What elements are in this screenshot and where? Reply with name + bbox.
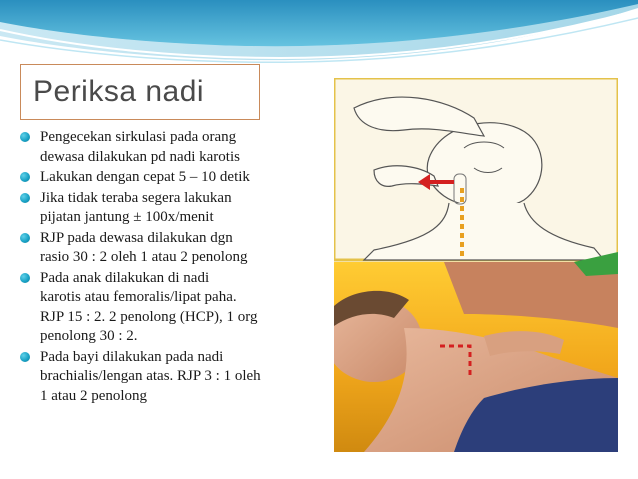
bullet-line: Lakukan dengan cepat 5 – 10 detik bbox=[40, 169, 250, 185]
bullet-line: pijatan jantung ± 100x/menit bbox=[40, 209, 214, 225]
bullet-line: brachialis/lengan atas. RJP 3 : 1 oleh bbox=[40, 368, 261, 384]
line-drawing-panel bbox=[334, 78, 618, 260]
bullet-item bbox=[18, 229, 328, 268]
bullet-line: RJP 15 : 2. 2 penolong (HCP), 1 org bbox=[40, 308, 258, 325]
bullet-dot-icon bbox=[20, 233, 30, 243]
slide-title: Periksa nadi bbox=[33, 75, 205, 108]
bullet-line: rasio 30 : 2 oleh 1 atau 2 penolong bbox=[40, 249, 248, 265]
bullet-line: RJP pada dewasa dilakukan dgn bbox=[40, 229, 233, 246]
bullet-line: Pengecekan sirkulasi pada orang bbox=[40, 129, 237, 145]
bullet-line: Pada anak dilakukan di nadi bbox=[40, 269, 210, 286]
bullet-line: penolong 30 : 2. bbox=[40, 328, 138, 344]
bullet-item bbox=[18, 189, 328, 228]
bullet-item bbox=[18, 269, 328, 347]
bullet-line: 1 atau 2 penolong bbox=[40, 387, 148, 404]
photo-panel bbox=[334, 252, 618, 452]
carotid-pulse-illustration bbox=[334, 78, 618, 452]
bullet-item bbox=[18, 168, 328, 188]
title-box bbox=[20, 64, 260, 120]
bullet-list bbox=[18, 128, 328, 407]
bullet-line: Jika tidak teraba segera lakukan bbox=[40, 189, 232, 206]
bullet-line: karotis atau femoralis/lipat paha. bbox=[40, 289, 237, 305]
bullet-line: Pada bayi dilakukan pada nadi bbox=[40, 348, 224, 365]
bullet-item bbox=[18, 128, 328, 167]
bullet-dot-icon bbox=[20, 352, 30, 362]
bullet-dot-icon bbox=[20, 273, 30, 283]
bullet-dot-icon bbox=[20, 193, 30, 203]
bullet-dot-icon bbox=[20, 172, 30, 182]
bullet-dot-icon bbox=[20, 132, 30, 142]
header-swoosh-decoration bbox=[0, 0, 638, 70]
bullet-item bbox=[18, 348, 328, 407]
bullet-line: dewasa dilakukan pd nadi karotis bbox=[40, 148, 240, 165]
